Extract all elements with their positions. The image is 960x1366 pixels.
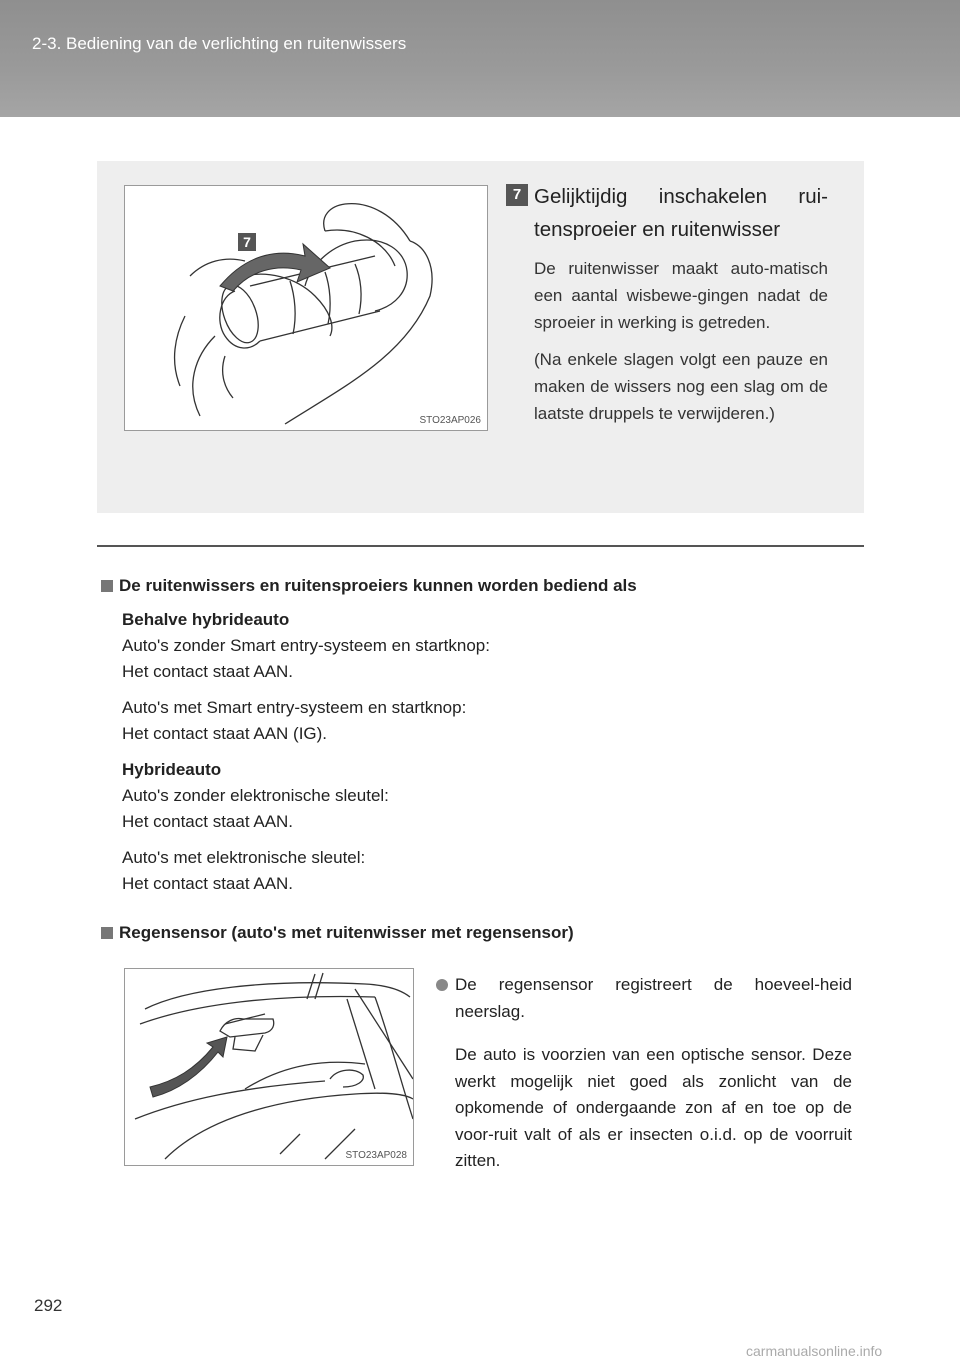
condition-line: Het contact staat AAN. <box>122 812 294 831</box>
figure-marker: 7 <box>243 234 251 250</box>
body-text: De auto is voorzien van een optische sensor. Deze werkt mogelijk niet goed als zonlicht van de opkomende of ondergaande zon af en toe op de voor-ruit valt of als er insecten o.i.d. op de voorruit zitten. <box>455 1045 852 1170</box>
rain-sensor-description <box>436 972 852 1192</box>
vehicle-type-label: Hybrideauto <box>122 760 222 779</box>
operating-conditions <box>122 607 822 907</box>
condition-line: Auto's met Smart entry-systeem en startknop: <box>122 698 467 717</box>
condition-group <box>122 845 822 897</box>
section-heading <box>101 576 637 596</box>
page-number: 292 <box>34 1296 63 1315</box>
figure-code: STO23AP026 <box>419 415 481 426</box>
step-number-badge: 7 <box>506 184 528 206</box>
figure-code: STO23AP028 <box>345 1150 407 1161</box>
condition-line: Auto's zonder Smart entry-systeem en startknop: <box>122 636 490 655</box>
condition-group <box>122 757 822 835</box>
step-title: Gelijktijdig inschakelen rui-tensproeier en ruitenwisser <box>534 185 828 241</box>
step-description <box>534 255 828 437</box>
square-bullet-icon <box>101 927 113 939</box>
condition-line: Auto's met elektronische sleutel: <box>122 848 366 867</box>
condition-line: Het contact staat AAN. <box>122 874 294 893</box>
wiper-lever-illustration <box>124 185 488 431</box>
wiper-lever-drawing <box>125 186 487 430</box>
section-divider <box>97 545 864 547</box>
condition-group <box>122 607 822 685</box>
rain-sensor-illustration <box>124 968 414 1166</box>
page-header <box>0 0 960 117</box>
section-heading <box>101 923 574 943</box>
bullet-text: De regensensor registreert de hoeveel-heid neerslag. <box>455 975 852 1021</box>
windshield-drawing <box>125 969 413 1165</box>
site-watermark: carmanualsonline.info <box>746 1343 883 1359</box>
section-heading-text: Regensensor (auto's met ruitenwisser met regensensor) <box>119 923 574 942</box>
vehicle-type-label: Behalve hybrideauto <box>122 610 290 629</box>
round-bullet-icon <box>436 979 448 991</box>
condition-group <box>122 695 822 747</box>
step-paragraph: (Na enkele slagen volgt een pauze en maken de wissers nog een slag om de laatste druppels te verwijderen.) <box>534 350 828 423</box>
section-heading-text: De ruitenwissers en ruitensproeiers kunnen worden bediend als <box>119 576 637 595</box>
condition-line: Het contact staat AAN (IG). <box>122 724 328 743</box>
chapter-title: 2-3. Bediening van de verlichting en ruitenwissers <box>32 34 407 53</box>
condition-line: Het contact staat AAN. <box>122 662 294 681</box>
condition-line: Auto's zonder elektronische sleutel: <box>122 786 389 805</box>
square-bullet-icon <box>101 580 113 592</box>
step-paragraph: De ruitenwisser maakt auto-matisch een aantal wisbewe-gingen nadat de sproeier in werking is getreden. <box>534 259 828 332</box>
